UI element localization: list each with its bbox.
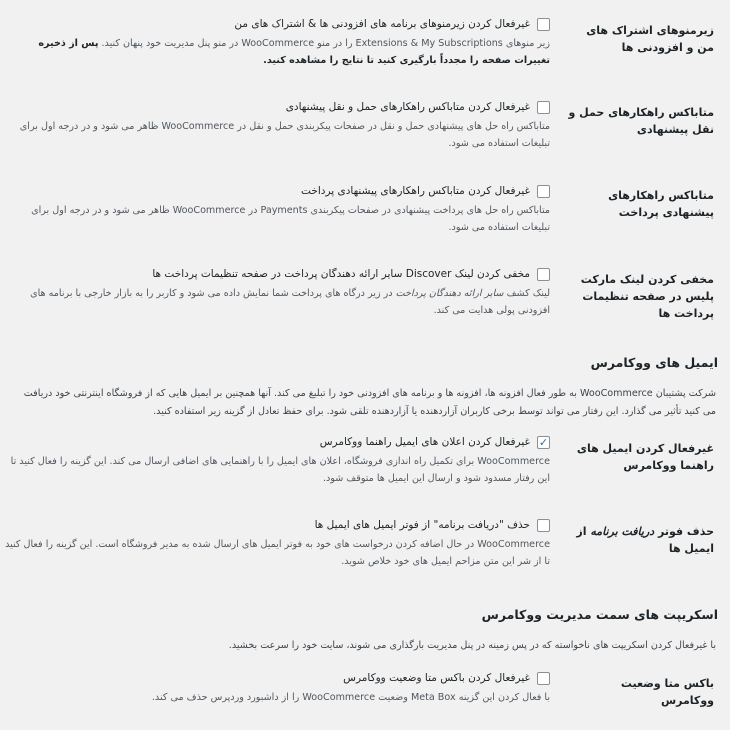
setting-field-extensions (5, 16, 550, 69)
setting-field-payments-metabox (5, 183, 550, 236)
setting-field-marketplace-link (5, 266, 550, 319)
section-heading-scripts: اسکریپت های سمت مدیریت ووکامرس (481, 607, 718, 622)
checkbox[interactable] (537, 101, 550, 114)
setting-label-extensions: زیرمنوهای اشتراک های من و افزودنی ها (586, 24, 714, 54)
setting-field-status-metabox (5, 670, 550, 706)
setting-label-guide-emails: غیرفعال کردن ایمیل های راهنما ووکامرس (576, 442, 714, 472)
checkbox[interactable] (537, 268, 550, 281)
section-heading-emails: ایمیل های ووکامرس (590, 355, 718, 370)
section-intro-emails: شرکت پشتیبان WooCommerce به طور فعال افزونه ها، افزونه ها و برنامه های افزودنی خود را تبلیغ می کند. آنها همچنین بر ایمیل هایی که از فروشگاه اینترنتی خود دریافت می کنید تأثیر می گذارد. این رفتار می تواند توسط برخی کاربران آزاردهنده یا آزاردهنده تلقی شود. برای حفظ تعادل از گزینه زیر استفاده کنید. (23, 388, 716, 417)
setting-description: متاباکس راه حل های پرداخت پیشنهادی در صفحات پیکربندی Payments در WooCommerce ظاهر می شود و در درجه اول برای تبلیغات استفاده می شود. (31, 205, 550, 233)
setting-label-status-metabox: باکس متا وضعیت ووکامرس (620, 677, 714, 707)
setting-label-marketplace-link: مخفی کردن لینک مارکت پلیس در صفحه تنظیمات پرداخت ها (580, 273, 714, 320)
setting-field-email-footer (5, 517, 550, 570)
disable-guide-emails-checkbox-row[interactable]: ✓ غیرفعال کردن اعلان های ایمیل راهنما ووکامرس (319, 435, 549, 449)
checkbox-checked[interactable]: ✓ (538, 435, 549, 449)
checkbox[interactable] (537, 185, 550, 198)
remove-get-app-footer-checkbox-row[interactable]: حذف "دریافت برنامه" از فوتر ایمیل های ایمیل ها (5, 517, 550, 533)
setting-description: WooCommerce در حال اضافه کردن درخواست های خود به فوتر ایمیل های ارسال شده به مدیر فروشگاه است. این گزینه را فعال کنید تا از شر این متن مزاحم ایمیل های خود خلاص شوید. (5, 539, 550, 567)
setting-field-guide-emails (5, 434, 550, 487)
checkbox[interactable] (537, 18, 550, 31)
disable-extensions-checkbox-row[interactable]: غیرفعال کردن زیرمنوهای برنامه های افزودنی ها & اشتراک های من (5, 16, 550, 32)
setting-label-email-footer: حذف فوتر دریافت برنامه از ایمیل ها (576, 525, 714, 555)
disable-status-metabox-checkbox-row[interactable]: غیرفعال کردن باکس متا وضعیت ووکامرس (5, 670, 550, 686)
checkbox[interactable] (537, 672, 550, 685)
setting-description: با فعال کردن این گزینه Meta Box وضعیت WooCommerce را از داشبورد وردپرس حذف می کند. (151, 692, 550, 703)
setting-description: لینک کشف سایر ارائه دهندگان پرداخت در زیر درگاه های پرداخت شما نمایش داده می شود و کاربر را به بازار خارجی با برنامه های افزودنی پولی هدایت می کند. (30, 288, 550, 316)
setting-label-shipping-metabox: متاباکس راهکارهای حمل و نقل پیشنهادی (568, 106, 714, 136)
setting-description: زیر منوهای Extensions & My Subscriptions را در منو WooCommerce در منو پنل مدیریت خود پنهان کنید. پس از ذخیره تغییرات صفحه را مجدداً بارگیری کنید تا نتایج را مشاهده کنید. (38, 38, 550, 66)
disable-shipping-metabox-checkbox-row[interactable]: غیرفعال کردن متاباکس راهکارهای حمل و نقل پیشنهادی (5, 99, 550, 115)
setting-field-shipping-metabox (5, 99, 550, 152)
disable-payments-metabox-checkbox-row[interactable]: غیرفعال کردن متاباکس راهکارهای پیشنهادی پرداخت (5, 183, 550, 199)
setting-description: متاباکس راه حل های پیشنهادی حمل و نقل در صفحات پیکربندی حمل و نقل در WooCommerce ظاهر می شود و در درجه اول برای تبلیغات استفاده می شود. (19, 121, 550, 149)
section-intro-scripts: با غیرفعال کردن اسکریپت های ناخواسته که در پس زمینه در پنل مدیریت بارگذاری می شوند، سایت خود را سرعت بخشید. (228, 640, 716, 651)
checkbox[interactable] (537, 519, 550, 532)
setting-description: WooCommerce برای تکمیل راه اندازی فروشگاه، اعلان های ایمیل را با راهنمایی های اضافی ارسال می کند. این گزینه را فعال کنید تا این رفتار مسدود شود و ارسال این ایمیل ها متوقف شود. (10, 456, 550, 484)
hide-discover-link-checkbox-row[interactable]: مخفی کردن لینک Discover سایر ارائه دهندگان پرداخت در صفحه تنظیمات پرداخت ها (5, 266, 550, 282)
setting-label-payments-metabox: متاباکس راهکارهای پیشنهادی پرداخت (608, 189, 714, 219)
